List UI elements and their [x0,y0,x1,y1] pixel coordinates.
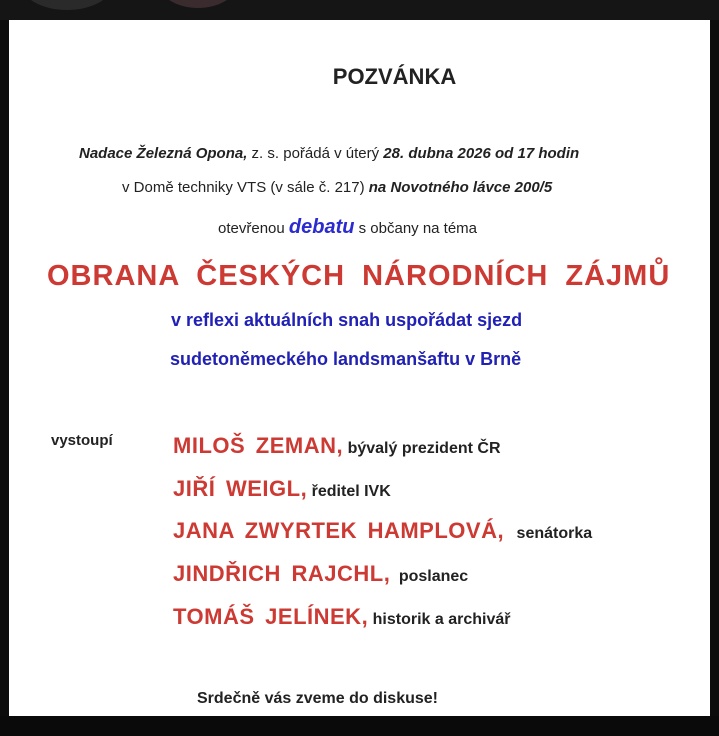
speaker-separator: , [300,476,308,501]
speaker-name: MILOŠ ZEMAN [173,433,337,458]
venue-line [122,179,552,196]
speaker-role: ředitel IVK [311,483,391,500]
speakers-label: vystoupí [51,432,113,449]
invitation-title: POZVÁNKA [332,64,457,89]
speaker-row [173,433,501,459]
background-photo-top [0,0,719,20]
speaker-role: bývalý prezident ČR [347,440,501,457]
closing-line: Srdečně vás zveme do diskuse! [197,690,438,707]
debate-post: s občany na téma [354,220,478,237]
organizer-name: Nadace Železná Opona, [79,145,248,162]
photo-shape [158,0,238,8]
speaker-role: poslanec [398,568,469,585]
subtitle-line-2: sudetoněmeckého landsmanšaftu v Brně [170,349,522,369]
subtitle-line-1: v reflexi aktuálních snah uspořádat sjezd [171,310,523,330]
speaker-role: senátorka [516,525,593,542]
headline: OBRANA ČESKÝCH NÁRODNÍCH ZÁJMŮ [47,260,671,292]
speaker-name: JANA ZWYRTEK HAMPLOVÁ [173,518,498,543]
speaker-separator: , [383,561,391,586]
speaker-separator: , [361,604,369,629]
background-photo-bottom [0,716,719,736]
invitation-document [9,20,710,716]
speaker-name: JINDŘICH RAJCHL [173,561,384,586]
debate-line [218,216,477,239]
speaker-role: historik a archivář [372,611,511,628]
event-date: 28. dubna 2026 od 17 hodin [383,145,580,162]
venue-text: v Domě techniky VTS (v sále č. 217) [122,179,369,196]
photo-shape [22,0,112,10]
speaker-row [173,476,391,502]
organizer-line [79,145,579,162]
speaker-row [173,604,510,630]
speaker-separator: , [497,518,505,543]
speaker-name: TOMÁŠ JELÍNEK [173,604,362,629]
debate-pre: otevřenou [218,220,289,237]
speaker-row [173,561,468,587]
debate-word: debatu [288,216,355,238]
speaker-separator: , [336,433,344,458]
speaker-name: JIŘÍ WEIGL [173,476,301,501]
speaker-row [173,518,592,544]
organizer-text: z. s. pořádá v úterý [247,145,384,162]
venue-address: na Novotného lávce 200/5 [368,179,553,196]
